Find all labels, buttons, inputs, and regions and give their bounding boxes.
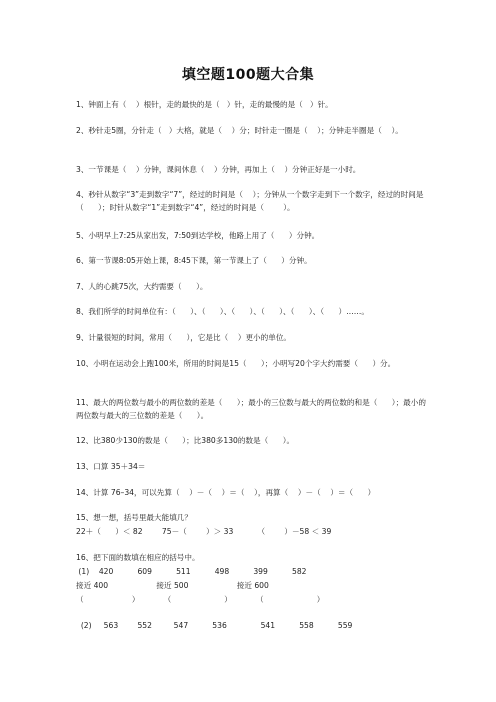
question-11: 11、最大的两位数与最小的两位数的差是（ ）；最小的三位数与最大的两位数的和是（ ）；最小的两位数与最大的三位数的差是（ ）。 xyxy=(76,398,426,420)
question-16-targets: 接近 400 接近 500 接近 600 xyxy=(76,581,269,590)
question-16-number-list-1: (1) 420 609 511 498 399 582 xyxy=(76,567,307,576)
question-10: 10、小明在运动会上跑100米，所用的时间是15（ ）；小明写20个字大约需要（ ）分。 xyxy=(76,359,396,368)
question-9: 9、计量很短的时间，常用（ ），它是比（ ）更小的单位。 xyxy=(76,333,292,342)
question-5: 5、小明早上7:25从家出发，7:50到达学校，他路上用了（ ）分钟。 xyxy=(76,231,320,240)
question-7: 7、人的心跳75次，大约需要（ ）。 xyxy=(76,282,208,291)
question-15: 15、想一想，括号里最大能填几？ xyxy=(76,513,192,522)
question-8: 8、我们所学的时间单位有：（ ）、（ ）、（ ）、（ ）、（ ）、（ ）……。 xyxy=(76,307,369,316)
question-16-answer-brackets: （ ） （ ） （ ） xyxy=(76,595,325,604)
question-2: 2、秒针走5圈，分针走（ ）大格，就是（ ）分；时针走一圈是（ ）；分钟走半圈是（ ）。 xyxy=(76,126,403,135)
question-3: 3、一节课是（ ）分钟，课间休息（ ）分钟，再加上（ ）分钟正好是一小时。 xyxy=(76,165,361,174)
question-12: 12、比380少130的数是（ ）；比380多130的数是（ ）。 xyxy=(76,436,295,445)
question-14: 14、计算 76–34，可以先算（ ）－（ ）＝（ ），再算（ ）－（ ）＝（ ） xyxy=(76,488,376,497)
question-16-number-list-2: (2) 563 552 547 536 541 558 559 xyxy=(76,621,353,630)
question-13: 13、口算 35＋34＝ xyxy=(76,462,146,471)
question-1: 1、钟面上有（ ）根针，走的最快的是（ ）针，走的最慢的是（ ）针。 xyxy=(76,100,333,109)
question-4: 4、秒针从数字“3”走到数字“7”，经过的时间是（ ）；分钟从一个数字走到下一个数字，经过的时间是（ ）；时针从数字“1”走到数字“4”，经过的时间是（ ）。 xyxy=(76,190,424,212)
question-15-inequalities: 22＋（ ）＜ 82 75－（ ）＞ 33 （ ）－58 ＜ 39 xyxy=(76,527,332,536)
question-6: 6、第一节课8:05开始上课，8:45下课，第一节课上了（ ）分钟。 xyxy=(76,256,312,265)
question-16: 16、把下面的数填在相应的括号中。 xyxy=(76,553,200,562)
document-title: 填空题100题大合集 xyxy=(181,67,315,83)
